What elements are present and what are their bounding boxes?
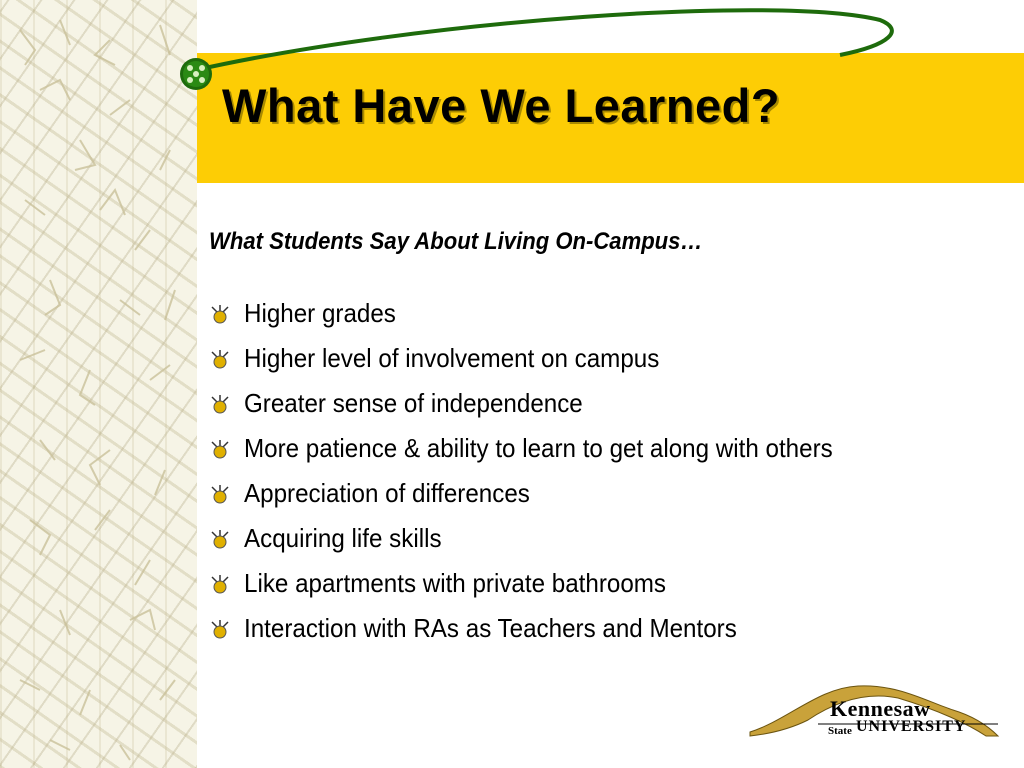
bullet-item <box>208 606 877 651</box>
bullet-text: Greater sense of independence <box>244 388 583 418</box>
logo-state-text: State <box>828 725 852 737</box>
logo-kennesaw-text: Kennesaw <box>830 696 931 721</box>
bullet-item <box>208 291 877 336</box>
star-bullet-icon <box>208 302 232 326</box>
bullet-text: Appreciation of differences <box>244 478 530 508</box>
bullet-text: Like apartments with private bathrooms <box>244 568 667 598</box>
star-bullet-icon <box>208 617 232 641</box>
green-dot-ornament-icon <box>180 58 212 90</box>
star-bullet-icon <box>208 482 232 506</box>
bullet-list <box>208 291 877 651</box>
bullet-text: Interaction with RAs as Teachers and Mentors <box>244 613 737 643</box>
bullet-item <box>208 336 877 381</box>
slide-subtitle: What Students Say About Living On-Campus… <box>209 228 703 255</box>
slide-title: What Have We Learned? <box>222 79 781 132</box>
bullet-text: More patience & ability to learn to get along with others <box>244 433 833 463</box>
star-bullet-icon <box>208 437 232 461</box>
star-bullet-icon <box>208 572 232 596</box>
kennesaw-state-logo <box>748 680 1004 752</box>
bullet-item <box>208 426 877 471</box>
logo-university-text: UNIVERSITY <box>856 718 967 735</box>
star-bullet-icon <box>208 347 232 371</box>
bullet-text: Higher grades <box>244 298 396 328</box>
bullet-text: Higher level of involvement on campus <box>244 343 660 373</box>
bullet-item <box>208 561 877 606</box>
star-bullet-icon <box>208 392 232 416</box>
bullet-item <box>208 516 877 561</box>
bullet-item <box>208 471 877 516</box>
bullet-item <box>208 381 877 426</box>
star-bullet-icon <box>208 527 232 551</box>
bullet-text: Acquiring life skills <box>244 523 442 553</box>
